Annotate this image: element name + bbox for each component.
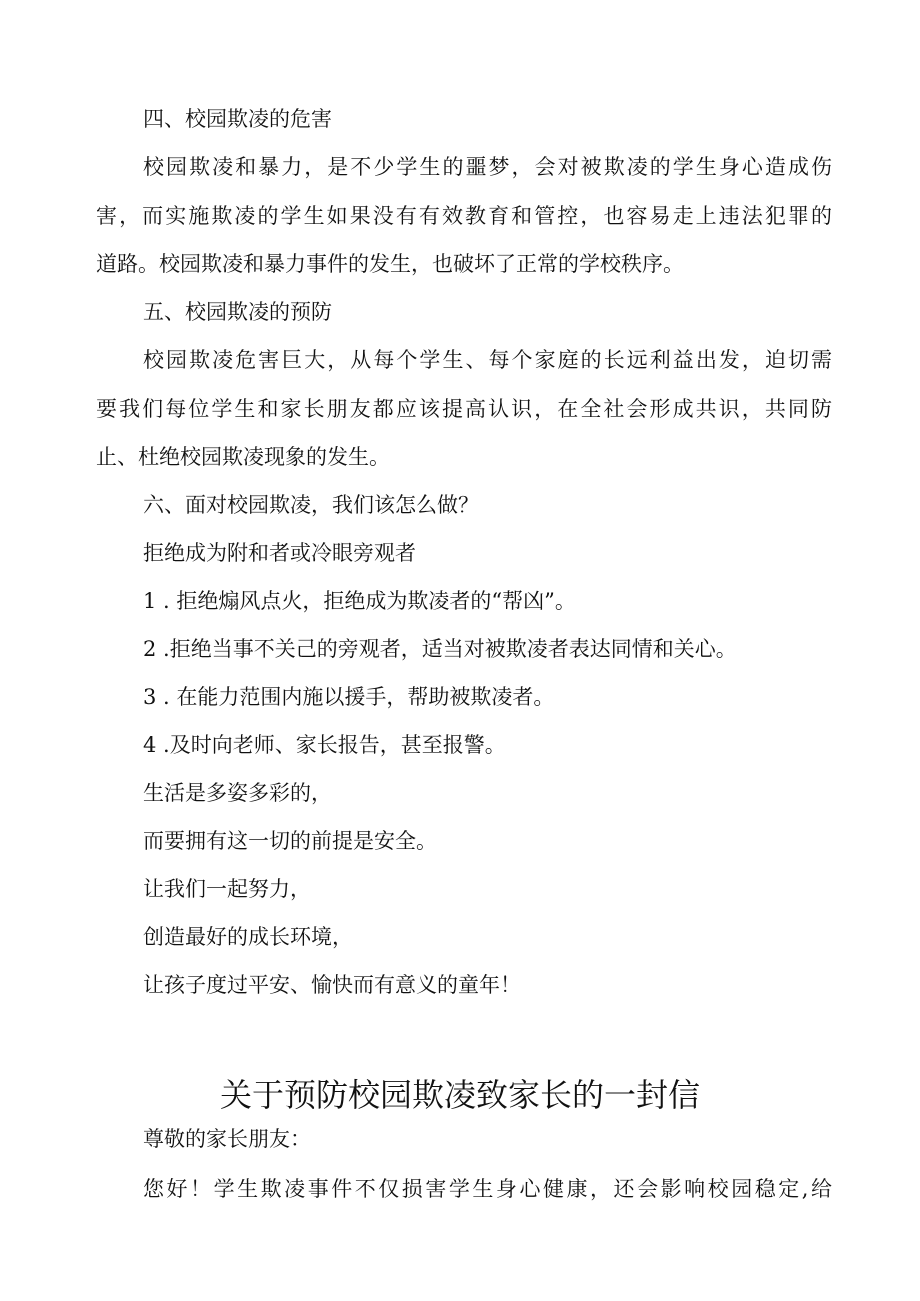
list-item: 3 . 在能力范围内施以援手，帮助被欺凌者。: [143, 685, 555, 709]
list-intro: 拒绝成为附和者或冷眼旁观者: [143, 541, 416, 565]
paragraph-line: 道路。校园欺凌和暴力事件的发生，也破坏了正常的学校秩序。: [96, 252, 684, 276]
list-item: 2 .拒绝当事不关己的旁观者，适当对被欺凌者表达同情和关心。: [143, 637, 737, 661]
closing-line: 让孩子度过平安、愉快而有意义的童年！: [143, 973, 521, 997]
letter-title: 关于预防校园欺凌致家长的一封信: [219, 1076, 700, 1114]
closing-line: 让我们一起努力，: [143, 877, 311, 901]
section-heading-4: 四、校园欺凌的危害: [143, 107, 332, 131]
list-item: 4 .及时向老师、家长报告，甚至报警。: [143, 733, 506, 757]
closing-line: 生活是多姿多彩的，: [143, 781, 332, 805]
section-heading-6: 六、面对校园欺凌，我们该怎么做？: [143, 493, 479, 517]
letter-body-line: 您好！学生欺凌事件不仅损害学生身心健康，还会影响校园稳定,给: [143, 1177, 832, 1201]
paragraph-line: 校园欺凌和暴力，是不少学生的噩梦，会对被欺凌的学生身心造成伤: [143, 155, 832, 179]
section-heading-5: 五、校园欺凌的预防: [143, 300, 332, 324]
closing-line: 而要拥有这一切的前提是安全。: [143, 829, 437, 853]
paragraph-line: 校园欺凌危害巨大，从每个学生、每个家庭的长远利益出发，迫切需: [143, 348, 832, 372]
list-item: 1 . 拒绝煽风点火，拒绝成为欺凌者的“帮凶”。: [143, 589, 576, 613]
paragraph-line: 要我们每位学生和家长朋友都应该提高认识，在全社会形成共识，共同防: [96, 397, 832, 421]
closing-line: 创造最好的成长环境，: [143, 925, 353, 949]
paragraph-line: 害，而实施欺凌的学生如果没有有效教育和管控，也容易走上违法犯罪的: [96, 204, 832, 228]
paragraph-line: 止、杜绝校园欺凌现象的发生。: [96, 445, 390, 469]
letter-salutation: 尊敬的家长朋友：: [143, 1127, 311, 1151]
